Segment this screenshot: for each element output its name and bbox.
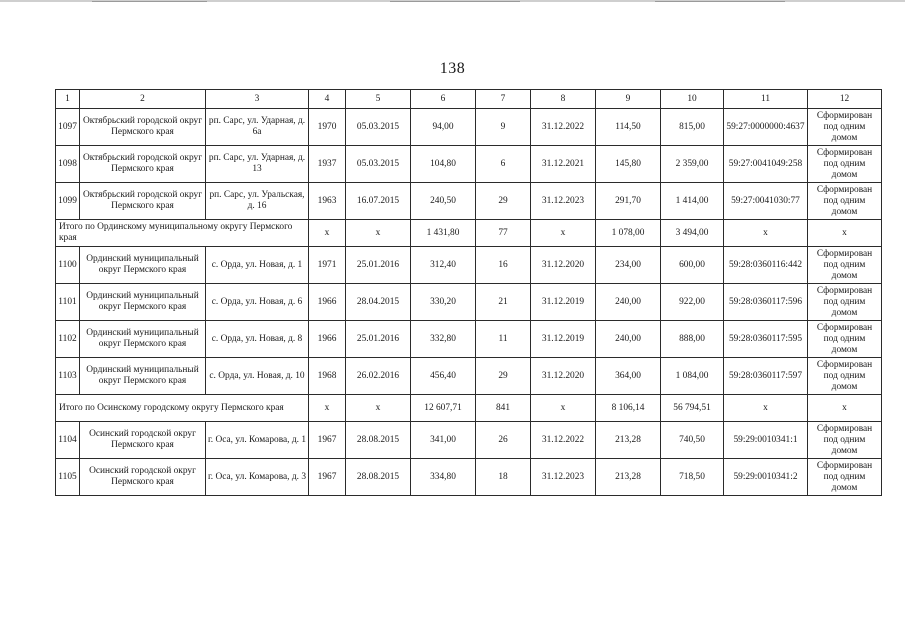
subtotal-cell: x [531,220,596,247]
row-number-cell: 1104 [56,422,80,459]
residents-cell: 26 [476,422,531,459]
row-number-cell: 1105 [56,459,80,496]
residents-cell: 11 [476,321,531,358]
value-cell: 718,50 [661,459,724,496]
column-header: 8 [531,90,596,109]
land-status-cell: Сформирован под одним домом [808,109,882,146]
address-cell: г. Оса, ул. Комарова, д. 3 [206,459,309,496]
deadline-cell: 31.12.2023 [531,183,596,220]
area-cell: 104,80 [411,146,476,183]
subtotal-cell: x [309,220,346,247]
row-number-cell: 1099 [56,183,80,220]
value-cell: 600,00 [661,247,724,284]
table-header-row [56,90,882,109]
column-header: 5 [346,90,411,109]
address-cell: рп. Сарс, ул. Ударная, д. 13 [206,146,309,183]
subtotal-cell: 1 431,80 [411,220,476,247]
build-year-cell: 1967 [309,459,346,496]
area-cell: 94,00 [411,109,476,146]
area-cell: 312,40 [411,247,476,284]
date-cell: 28.08.2015 [346,422,411,459]
value-cell: 1 084,00 [661,358,724,395]
cadastral-number-cell: 59:27:0000000:4637 [724,109,808,146]
build-year-cell: 1963 [309,183,346,220]
cadastral-number-cell: 59:28:0360117:597 [724,358,808,395]
area-cell: 341,00 [411,422,476,459]
subtotal-row [56,220,882,247]
residents-cell: 29 [476,183,531,220]
municipality-cell: Ординский муниципальный округ Пермского края [80,321,206,358]
deadline-cell: 31.12.2022 [531,422,596,459]
residents-cell: 29 [476,358,531,395]
subtotal-row [56,395,882,422]
residents-cell: 9 [476,109,531,146]
subtotal-cell: x [346,395,411,422]
subtotal-cell: x [808,395,882,422]
column-header: 4 [309,90,346,109]
column-header: 2 [80,90,206,109]
column-header: 12 [808,90,882,109]
row-number-cell: 1101 [56,284,80,321]
residents-cell: 21 [476,284,531,321]
deadline-cell: 31.12.2019 [531,284,596,321]
area-cell: 213,28 [596,459,661,496]
municipality-cell: Осинский городской округ Пермского края [80,422,206,459]
build-year-cell: 1967 [309,422,346,459]
cadastral-number-cell: 59:27:0041030:77 [724,183,808,220]
row-number-cell: 1098 [56,146,80,183]
value-cell: 815,00 [661,109,724,146]
subtotal-cell: 3 494,00 [661,220,724,247]
address-cell: рп. Сарс, ул. Уральская, д. 16 [206,183,309,220]
deadline-cell: 31.12.2022 [531,109,596,146]
value-cell: 2 359,00 [661,146,724,183]
column-header: 11 [724,90,808,109]
deadline-cell: 31.12.2020 [531,247,596,284]
land-status-cell: Сформирован под одним домом [808,146,882,183]
date-cell: 05.03.2015 [346,109,411,146]
date-cell: 28.04.2015 [346,284,411,321]
subtotal-cell: x [346,220,411,247]
housing-register-table [55,89,882,496]
table-row [56,146,882,183]
column-header: 7 [476,90,531,109]
land-status-cell: Сформирован под одним домом [808,247,882,284]
date-cell: 25.01.2016 [346,247,411,284]
subtotal-cell: 1 078,00 [596,220,661,247]
value-cell: 888,00 [661,321,724,358]
cadastral-number-cell: 59:27:0041049:258 [724,146,808,183]
cadastral-number-cell: 59:28:0360117:595 [724,321,808,358]
table-row [56,247,882,284]
municipality-cell: Октябрьский городской округ Пермского края [80,109,206,146]
area-cell: 330,20 [411,284,476,321]
cadastral-number-cell: 59:29:0010341:1 [724,422,808,459]
residents-cell: 18 [476,459,531,496]
address-cell: г. Оса, ул. Комарова, д. 1 [206,422,309,459]
column-header: 6 [411,90,476,109]
land-status-cell: Сформирован под одним домом [808,183,882,220]
area-cell: 234,00 [596,247,661,284]
area-cell: 364,00 [596,358,661,395]
municipality-cell: Осинский городской округ Пермского края [80,459,206,496]
deadline-cell: 31.12.2023 [531,459,596,496]
address-cell: с. Орда, ул. Новая, д. 8 [206,321,309,358]
subtotal-label: Итого по Осинскому городскому округу Пермского края [56,395,309,422]
cadastral-number-cell: 59:28:0360116:442 [724,247,808,284]
land-status-cell: Сформирован под одним домом [808,422,882,459]
subtotal-cell: 12 607,71 [411,395,476,422]
area-cell: 240,00 [596,321,661,358]
date-cell: 26.02.2016 [346,358,411,395]
subtotal-cell: 56 794,51 [661,395,724,422]
area-cell: 213,28 [596,422,661,459]
build-year-cell: 1966 [309,321,346,358]
row-number-cell: 1097 [56,109,80,146]
residents-cell: 6 [476,146,531,183]
land-status-cell: Сформирован под одним домом [808,459,882,496]
land-status-cell: Сформирован под одним домом [808,358,882,395]
subtotal-cell: x [724,220,808,247]
deadline-cell: 31.12.2020 [531,358,596,395]
column-header: 3 [206,90,309,109]
subtotal-cell: x [531,395,596,422]
area-cell: 240,50 [411,183,476,220]
cadastral-number-cell: 59:29:0010341:2 [724,459,808,496]
area-cell: 334,80 [411,459,476,496]
municipality-cell: Ординский муниципальный округ Пермского края [80,247,206,284]
row-number-cell: 1100 [56,247,80,284]
deadline-cell: 31.12.2019 [531,321,596,358]
land-status-cell: Сформирован под одним домом [808,284,882,321]
subtotal-cell: 77 [476,220,531,247]
subtotal-cell: x [309,395,346,422]
address-cell: с. Орда, ул. Новая, д. 10 [206,358,309,395]
table-row [56,183,882,220]
deadline-cell: 31.12.2021 [531,146,596,183]
address-cell: с. Орда, ул. Новая, д. 6 [206,284,309,321]
table-row [56,321,882,358]
subtotal-cell: 841 [476,395,531,422]
address-cell: с. Орда, ул. Новая, д. 1 [206,247,309,284]
table-row [56,358,882,395]
municipality-cell: Ординский муниципальный округ Пермского края [80,284,206,321]
date-cell: 25.01.2016 [346,321,411,358]
table-body [56,90,882,496]
table-row [56,459,882,496]
scan-artifact-line [92,1,207,2]
value-cell: 922,00 [661,284,724,321]
area-cell: 114,50 [596,109,661,146]
subtotal-cell: x [808,220,882,247]
subtotal-cell: 8 106,14 [596,395,661,422]
column-header: 9 [596,90,661,109]
residents-cell: 16 [476,247,531,284]
date-cell: 05.03.2015 [346,146,411,183]
build-year-cell: 1966 [309,284,346,321]
table-row [56,422,882,459]
build-year-cell: 1970 [309,109,346,146]
area-cell: 145,80 [596,146,661,183]
municipality-cell: Октябрьский городской округ Пермского края [80,183,206,220]
build-year-cell: 1937 [309,146,346,183]
date-cell: 16.07.2015 [346,183,411,220]
table-row [56,284,882,321]
value-cell: 740,50 [661,422,724,459]
build-year-cell: 1968 [309,358,346,395]
area-cell: 332,80 [411,321,476,358]
scan-artifact-line [390,1,520,2]
area-cell: 291,70 [596,183,661,220]
value-cell: 1 414,00 [661,183,724,220]
build-year-cell: 1971 [309,247,346,284]
subtotal-label: Итого по Ординскому муниципальному округу Пермского края [56,220,309,247]
municipality-cell: Ординский муниципальный округ Пермского края [80,358,206,395]
page-number: 138 [439,60,466,77]
row-number-cell: 1102 [56,321,80,358]
row-number-cell: 1103 [56,358,80,395]
column-header: 10 [661,90,724,109]
land-status-cell: Сформирован под одним домом [808,321,882,358]
column-header: 1 [56,90,80,109]
area-cell: 240,00 [596,284,661,321]
subtotal-cell: x [724,395,808,422]
area-cell: 456,40 [411,358,476,395]
municipality-cell: Октябрьский городской округ Пермского края [80,146,206,183]
cadastral-number-cell: 59:28:0360117:596 [724,284,808,321]
table-row [56,109,882,146]
date-cell: 28.08.2015 [346,459,411,496]
scan-artifact-line [655,1,785,2]
address-cell: рп. Сарс, ул. Ударная, д. 6а [206,109,309,146]
